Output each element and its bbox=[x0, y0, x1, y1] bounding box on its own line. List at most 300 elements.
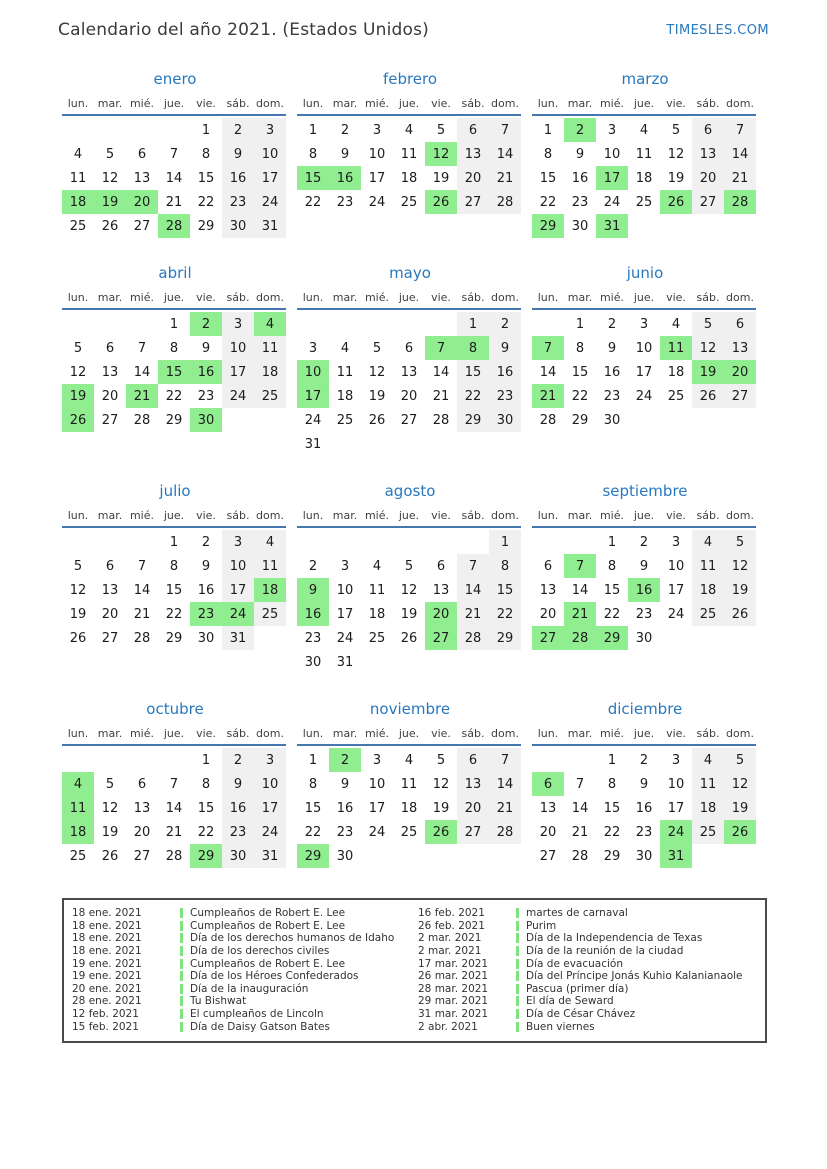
month-title: agosto bbox=[384, 482, 436, 500]
day-cell: 14 bbox=[165, 170, 183, 186]
day-cell: 15 bbox=[603, 800, 621, 816]
day-cell: 15 bbox=[539, 170, 557, 186]
day-cell: 20 bbox=[133, 824, 151, 840]
weekday-header-row bbox=[532, 727, 758, 744]
holiday-date: 18 ene. 2021 bbox=[72, 907, 142, 920]
weekday-label: jue. bbox=[633, 97, 655, 110]
weekday-underline bbox=[532, 308, 756, 310]
weekday-label: jue. bbox=[163, 509, 185, 522]
day-cell: 12 bbox=[368, 364, 386, 380]
day-cell: 17 bbox=[222, 578, 254, 602]
empty-cell bbox=[94, 312, 126, 336]
day-cell-highlighted: 11 bbox=[660, 336, 692, 360]
weekday-label: sáb. bbox=[696, 291, 720, 304]
day-cell: 25 bbox=[692, 820, 724, 844]
weekday-label: mar. bbox=[332, 97, 358, 110]
day-cell: 21 bbox=[165, 194, 183, 210]
day-cell: 14 bbox=[539, 364, 557, 380]
holiday-name-text: Cumpleaños de Robert E. Lee bbox=[190, 919, 346, 932]
day-cell: 5 bbox=[692, 312, 724, 336]
day-cell: 6 bbox=[724, 312, 756, 336]
day-cell: 8 bbox=[308, 146, 318, 162]
month-febrero bbox=[297, 70, 523, 238]
holiday-marker-bar bbox=[180, 984, 183, 994]
holiday-name-text: Día de la Independencia de Texas bbox=[526, 932, 703, 945]
holiday-marker-bar bbox=[516, 971, 519, 981]
day-cell: 31 bbox=[254, 844, 286, 868]
day-cell: 2 bbox=[201, 534, 211, 550]
day-cell: 1 bbox=[607, 752, 617, 768]
day-cell: 12 bbox=[432, 776, 450, 792]
day-cell: 23 bbox=[635, 606, 653, 622]
holiday-name bbox=[180, 970, 418, 982]
day-cell-highlighted: 16 bbox=[297, 602, 329, 626]
day-cell: 22 bbox=[165, 606, 183, 622]
day-cell: 21 bbox=[432, 388, 450, 404]
day-cell: 12 bbox=[101, 800, 119, 816]
day-cell: 1 bbox=[308, 752, 318, 768]
day-cell: 12 bbox=[724, 772, 756, 796]
day-cell: 25 bbox=[69, 218, 87, 234]
day-cell-highlighted: 4 bbox=[62, 772, 94, 796]
day-cell: 4 bbox=[73, 146, 83, 162]
day-cell: 27 bbox=[457, 190, 489, 214]
weekday-underline bbox=[532, 744, 756, 746]
empty-cell bbox=[94, 748, 126, 772]
header-bar bbox=[58, 20, 769, 40]
day-cell: 26 bbox=[368, 412, 386, 428]
weekday-label: sáb. bbox=[461, 97, 485, 110]
day-cell: 4 bbox=[692, 748, 724, 772]
holiday-name bbox=[516, 983, 757, 995]
month-title: diciembre bbox=[607, 700, 683, 718]
day-cell: 10 bbox=[368, 146, 386, 162]
day-cell: 15 bbox=[197, 800, 215, 816]
month-days bbox=[297, 748, 523, 868]
day-cell-highlighted: 2 bbox=[564, 118, 596, 142]
day-cell: 29 bbox=[603, 848, 621, 864]
holiday-name bbox=[516, 1021, 757, 1033]
day-cell-highlighted: 18 bbox=[254, 578, 286, 602]
day-cell: 21 bbox=[489, 796, 521, 820]
day-cell-highlighted: 29 bbox=[297, 844, 329, 868]
day-cell: 7 bbox=[575, 776, 585, 792]
day-cell: 28 bbox=[133, 630, 151, 646]
day-cell: 9 bbox=[201, 558, 211, 574]
holiday-marker-bar bbox=[180, 1022, 183, 1032]
weekday-label: dom. bbox=[491, 509, 519, 522]
day-cell: 23 bbox=[304, 630, 322, 646]
holiday-marker-bar bbox=[516, 984, 519, 994]
day-cell: 12 bbox=[724, 554, 756, 578]
month-days bbox=[532, 312, 758, 432]
day-cell: 18 bbox=[400, 170, 418, 186]
day-cell: 25 bbox=[635, 194, 653, 210]
day-cell-highlighted: 24 bbox=[222, 602, 254, 626]
day-cell: 21 bbox=[457, 602, 489, 626]
holiday-name-text: Pascua (primer día) bbox=[526, 982, 629, 995]
weekday-label: lun. bbox=[67, 727, 89, 740]
holiday-name bbox=[516, 970, 757, 982]
holiday-name bbox=[180, 1021, 418, 1033]
day-cell-highlighted: 17 bbox=[596, 166, 628, 190]
day-cell-highlighted: 28 bbox=[724, 190, 756, 214]
month-days bbox=[62, 312, 288, 432]
day-cell: 9 bbox=[340, 776, 350, 792]
day-cell-highlighted: 20 bbox=[425, 602, 457, 626]
holiday-name bbox=[180, 920, 418, 932]
day-cell-highlighted: 30 bbox=[190, 408, 222, 432]
day-cell: 22 bbox=[165, 388, 183, 404]
day-cell: 31 bbox=[336, 654, 354, 670]
day-cell-highlighted: 18 bbox=[62, 820, 94, 844]
day-cell: 16 bbox=[336, 800, 354, 816]
weekday-label: vie. bbox=[666, 509, 686, 522]
day-cell: 28 bbox=[165, 848, 183, 864]
day-cell: 6 bbox=[105, 558, 115, 574]
day-cell: 10 bbox=[667, 776, 685, 792]
weekday-label: dom. bbox=[491, 291, 519, 304]
empty-cell bbox=[329, 530, 361, 554]
weekday-header-row bbox=[297, 291, 523, 308]
day-cell: 13 bbox=[457, 142, 489, 166]
day-cell: 15 bbox=[489, 578, 521, 602]
day-cell: 30 bbox=[635, 848, 653, 864]
weekday-header-row bbox=[62, 509, 288, 526]
holiday-marker-bar bbox=[180, 996, 183, 1006]
day-cell: 27 bbox=[692, 190, 724, 214]
holiday-name-text: Cumpleaños de Robert E. Lee bbox=[190, 957, 346, 970]
empty-cell bbox=[126, 530, 158, 554]
weekday-label: vie. bbox=[196, 291, 216, 304]
day-cell: 1 bbox=[308, 122, 318, 138]
day-cell: 3 bbox=[254, 748, 286, 772]
day-cell: 8 bbox=[169, 558, 179, 574]
day-cell-highlighted: 7 bbox=[564, 554, 596, 578]
day-cell: 9 bbox=[222, 142, 254, 166]
day-cell: 17 bbox=[368, 170, 386, 186]
day-cell: 27 bbox=[400, 412, 418, 428]
month-days bbox=[532, 530, 758, 650]
day-cell: 8 bbox=[201, 776, 211, 792]
weekday-header-row bbox=[62, 727, 288, 744]
day-cell: 8 bbox=[489, 554, 521, 578]
day-cell: 28 bbox=[457, 626, 489, 650]
month-septiembre bbox=[532, 482, 758, 674]
day-cell: 14 bbox=[489, 142, 521, 166]
day-cell: 23 bbox=[222, 190, 254, 214]
day-cell: 26 bbox=[101, 848, 119, 864]
holiday-name-text: Día de los derechos humanos de Idaho bbox=[190, 932, 395, 945]
holiday-date: 2 abr. 2021 bbox=[418, 1020, 478, 1033]
day-cell: 6 bbox=[436, 558, 446, 574]
weekday-label: lun. bbox=[537, 97, 559, 110]
day-cell-highlighted: 21 bbox=[564, 602, 596, 626]
day-cell: 13 bbox=[539, 800, 557, 816]
day-cell-highlighted: 11 bbox=[62, 796, 94, 820]
day-cell: 10 bbox=[368, 776, 386, 792]
holiday-name bbox=[180, 945, 418, 957]
empty-cell bbox=[126, 748, 158, 772]
weekday-label: lun. bbox=[302, 727, 324, 740]
day-cell: 28 bbox=[489, 190, 521, 214]
day-cell: 10 bbox=[222, 336, 254, 360]
day-cell: 14 bbox=[457, 578, 489, 602]
day-cell: 6 bbox=[137, 776, 147, 792]
day-cell: 22 bbox=[489, 602, 521, 626]
day-cell-highlighted: 21 bbox=[126, 384, 158, 408]
day-cell: 10 bbox=[254, 772, 286, 796]
day-cell: 1 bbox=[543, 122, 553, 138]
day-cell: 2 bbox=[639, 534, 649, 550]
day-cell: 1 bbox=[489, 530, 521, 554]
weekday-underline bbox=[62, 526, 286, 528]
day-cell: 6 bbox=[137, 146, 147, 162]
month-title: febrero bbox=[382, 70, 438, 88]
day-cell-highlighted: 19 bbox=[62, 384, 94, 408]
empty-cell bbox=[361, 530, 393, 554]
month-days bbox=[62, 748, 288, 868]
day-cell: 15 bbox=[304, 800, 322, 816]
holiday-date: 15 feb. 2021 bbox=[72, 1020, 139, 1033]
holiday-date: 2 mar. 2021 bbox=[418, 945, 482, 958]
day-cell: 4 bbox=[692, 530, 724, 554]
day-cell-highlighted: 26 bbox=[660, 190, 692, 214]
holiday-marker-bar bbox=[516, 933, 519, 943]
day-cell: 22 bbox=[603, 824, 621, 840]
day-cell-highlighted: 16 bbox=[329, 166, 361, 190]
day-cell: 13 bbox=[724, 336, 756, 360]
day-cell-highlighted: 19 bbox=[94, 190, 126, 214]
day-cell: 15 bbox=[197, 170, 215, 186]
holiday-marker-bar bbox=[516, 996, 519, 1006]
holiday-date: 18 ene. 2021 bbox=[72, 932, 142, 945]
weekday-label: sáb. bbox=[696, 509, 720, 522]
day-cell: 5 bbox=[372, 340, 382, 356]
day-cell: 25 bbox=[254, 602, 286, 626]
weekday-label: sáb. bbox=[696, 97, 720, 110]
weekday-label: sáb. bbox=[226, 97, 250, 110]
day-cell: 17 bbox=[222, 360, 254, 384]
weekday-label: mié. bbox=[364, 291, 390, 304]
day-cell: 11 bbox=[69, 170, 87, 186]
empty-cell bbox=[126, 118, 158, 142]
weekday-label: jue. bbox=[398, 291, 420, 304]
holiday-name bbox=[180, 1008, 418, 1020]
empty-cell bbox=[425, 530, 457, 554]
day-cell-highlighted: 8 bbox=[457, 336, 489, 360]
site-logo-link[interactable]: TIMESLES.COM bbox=[666, 23, 769, 38]
day-cell: 14 bbox=[432, 364, 450, 380]
holiday-date: 31 mar. 2021 bbox=[418, 1008, 489, 1021]
empty-cell bbox=[62, 748, 94, 772]
day-cell-highlighted: 19 bbox=[692, 360, 724, 384]
day-cell: 27 bbox=[457, 820, 489, 844]
day-cell: 8 bbox=[607, 558, 617, 574]
day-cell: 8 bbox=[575, 340, 585, 356]
day-cell: 2 bbox=[222, 748, 254, 772]
holiday-name-text: martes de carnaval bbox=[526, 907, 628, 920]
day-cell-highlighted: 27 bbox=[532, 626, 564, 650]
holiday-date: 12 feb. 2021 bbox=[72, 1008, 139, 1021]
weekday-label: jue. bbox=[163, 291, 185, 304]
day-cell: 19 bbox=[368, 388, 386, 404]
day-cell: 10 bbox=[667, 558, 685, 574]
holiday-name bbox=[180, 983, 418, 995]
weekday-header-row bbox=[532, 509, 758, 526]
day-cell: 30 bbox=[571, 218, 589, 234]
weekday-label: mar. bbox=[97, 509, 123, 522]
day-cell: 4 bbox=[671, 316, 681, 332]
day-cell: 19 bbox=[667, 170, 685, 186]
day-cell: 1 bbox=[201, 122, 211, 138]
holiday-name-text: El día de Seward bbox=[526, 995, 614, 1008]
day-cell: 1 bbox=[575, 316, 585, 332]
day-cell: 21 bbox=[133, 606, 151, 622]
weekday-label: dom. bbox=[726, 97, 754, 110]
weekday-label: sáb. bbox=[696, 727, 720, 740]
weekday-label: vie. bbox=[431, 291, 451, 304]
day-cell: 30 bbox=[304, 654, 322, 670]
day-cell: 24 bbox=[368, 194, 386, 210]
day-cell: 30 bbox=[603, 412, 621, 428]
holiday-date: 16 feb. 2021 bbox=[418, 907, 485, 920]
weekday-label: dom. bbox=[726, 727, 754, 740]
day-cell: 5 bbox=[724, 530, 756, 554]
weekday-label: sáb. bbox=[226, 509, 250, 522]
day-cell: 7 bbox=[724, 118, 756, 142]
holiday-date: 26 feb. 2021 bbox=[418, 919, 485, 932]
day-cell-highlighted: 20 bbox=[724, 360, 756, 384]
day-cell: 11 bbox=[400, 146, 418, 162]
weekday-underline bbox=[62, 744, 286, 746]
day-cell: 25 bbox=[667, 388, 685, 404]
day-cell: 3 bbox=[671, 752, 681, 768]
weekday-underline bbox=[62, 308, 286, 310]
weekday-label: mar. bbox=[567, 509, 593, 522]
day-cell: 5 bbox=[436, 122, 446, 138]
day-cell: 22 bbox=[304, 824, 322, 840]
day-cell: 21 bbox=[724, 166, 756, 190]
day-cell-highlighted: 26 bbox=[425, 190, 457, 214]
day-cell-highlighted: 15 bbox=[158, 360, 190, 384]
day-cell: 23 bbox=[222, 820, 254, 844]
day-cell: 17 bbox=[635, 364, 653, 380]
day-cell: 17 bbox=[667, 582, 685, 598]
day-cell: 15 bbox=[571, 364, 589, 380]
holiday-name-text: Día de evacuación bbox=[526, 957, 623, 970]
weekday-label: dom. bbox=[491, 97, 519, 110]
empty-cell bbox=[457, 530, 489, 554]
month-julio bbox=[62, 482, 288, 674]
weekday-label: dom. bbox=[256, 291, 284, 304]
day-cell: 7 bbox=[489, 118, 521, 142]
day-cell-highlighted: 2 bbox=[329, 748, 361, 772]
day-cell: 23 bbox=[635, 824, 653, 840]
day-cell: 9 bbox=[639, 558, 649, 574]
holiday-legend-box bbox=[62, 898, 767, 1043]
holiday-name-text: Día de los derechos civiles bbox=[190, 945, 330, 958]
day-cell: 15 bbox=[165, 582, 183, 598]
holiday-name bbox=[516, 958, 757, 970]
day-cell: 7 bbox=[169, 146, 179, 162]
empty-cell bbox=[126, 312, 158, 336]
weekday-label: mar. bbox=[97, 97, 123, 110]
day-cell-highlighted: 16 bbox=[190, 360, 222, 384]
weekday-underline bbox=[297, 114, 521, 116]
day-cell: 16 bbox=[635, 800, 653, 816]
holiday-marker-bar bbox=[516, 908, 519, 918]
day-cell: 23 bbox=[571, 194, 589, 210]
day-cell: 16 bbox=[222, 166, 254, 190]
day-cell: 12 bbox=[101, 170, 119, 186]
weekday-label: mié. bbox=[129, 509, 155, 522]
day-cell: 22 bbox=[304, 194, 322, 210]
day-cell: 9 bbox=[201, 340, 211, 356]
day-cell: 13 bbox=[432, 582, 450, 598]
weekday-label: mié. bbox=[599, 509, 625, 522]
day-cell: 8 bbox=[607, 776, 617, 792]
holiday-name-text: Día de la inauguración bbox=[190, 982, 309, 995]
weekday-header-row bbox=[297, 97, 523, 114]
day-cell: 26 bbox=[69, 630, 87, 646]
weekday-label: sáb. bbox=[226, 727, 250, 740]
month-title: octubre bbox=[146, 700, 204, 718]
holiday-date: 28 ene. 2021 bbox=[72, 995, 142, 1008]
day-cell: 12 bbox=[69, 582, 87, 598]
weekday-label: sáb. bbox=[226, 291, 250, 304]
day-cell: 29 bbox=[571, 412, 589, 428]
day-cell: 23 bbox=[489, 384, 521, 408]
holiday-date: 29 mar. 2021 bbox=[418, 995, 489, 1008]
weekday-underline bbox=[297, 526, 521, 528]
day-cell: 4 bbox=[404, 752, 414, 768]
day-cell-highlighted: 12 bbox=[425, 142, 457, 166]
day-cell: 11 bbox=[254, 554, 286, 578]
day-cell: 14 bbox=[133, 582, 151, 598]
weekday-label: vie. bbox=[431, 97, 451, 110]
weekday-label: mar. bbox=[567, 291, 593, 304]
day-cell: 8 bbox=[201, 146, 211, 162]
holiday-date: 19 ene. 2021 bbox=[72, 957, 142, 970]
day-cell-highlighted: 26 bbox=[425, 820, 457, 844]
holiday-marker-bar bbox=[180, 1009, 183, 1019]
month-abril bbox=[62, 264, 288, 456]
day-cell-highlighted: 9 bbox=[297, 578, 329, 602]
weekday-label: vie. bbox=[431, 727, 451, 740]
day-cell: 18 bbox=[667, 364, 685, 380]
holiday-name bbox=[180, 907, 418, 919]
holiday-marker-bar bbox=[180, 921, 183, 931]
day-cell: 9 bbox=[340, 146, 350, 162]
day-cell: 11 bbox=[368, 582, 386, 598]
holiday-name-text: Cumpleaños de Robert E. Lee bbox=[190, 907, 346, 920]
weekday-label: vie. bbox=[666, 291, 686, 304]
weekday-label: mié. bbox=[364, 727, 390, 740]
day-cell-highlighted: 28 bbox=[564, 626, 596, 650]
weekday-label: jue. bbox=[163, 97, 185, 110]
day-cell: 11 bbox=[254, 336, 286, 360]
day-cell: 9 bbox=[607, 340, 617, 356]
month-title: abril bbox=[158, 264, 192, 282]
day-cell: 29 bbox=[197, 218, 215, 234]
day-cell-highlighted: 26 bbox=[724, 820, 756, 844]
month-junio bbox=[532, 264, 758, 456]
holiday-name bbox=[516, 1008, 757, 1020]
day-cell: 27 bbox=[101, 412, 119, 428]
day-cell: 4 bbox=[372, 558, 382, 574]
day-cell: 27 bbox=[101, 630, 119, 646]
